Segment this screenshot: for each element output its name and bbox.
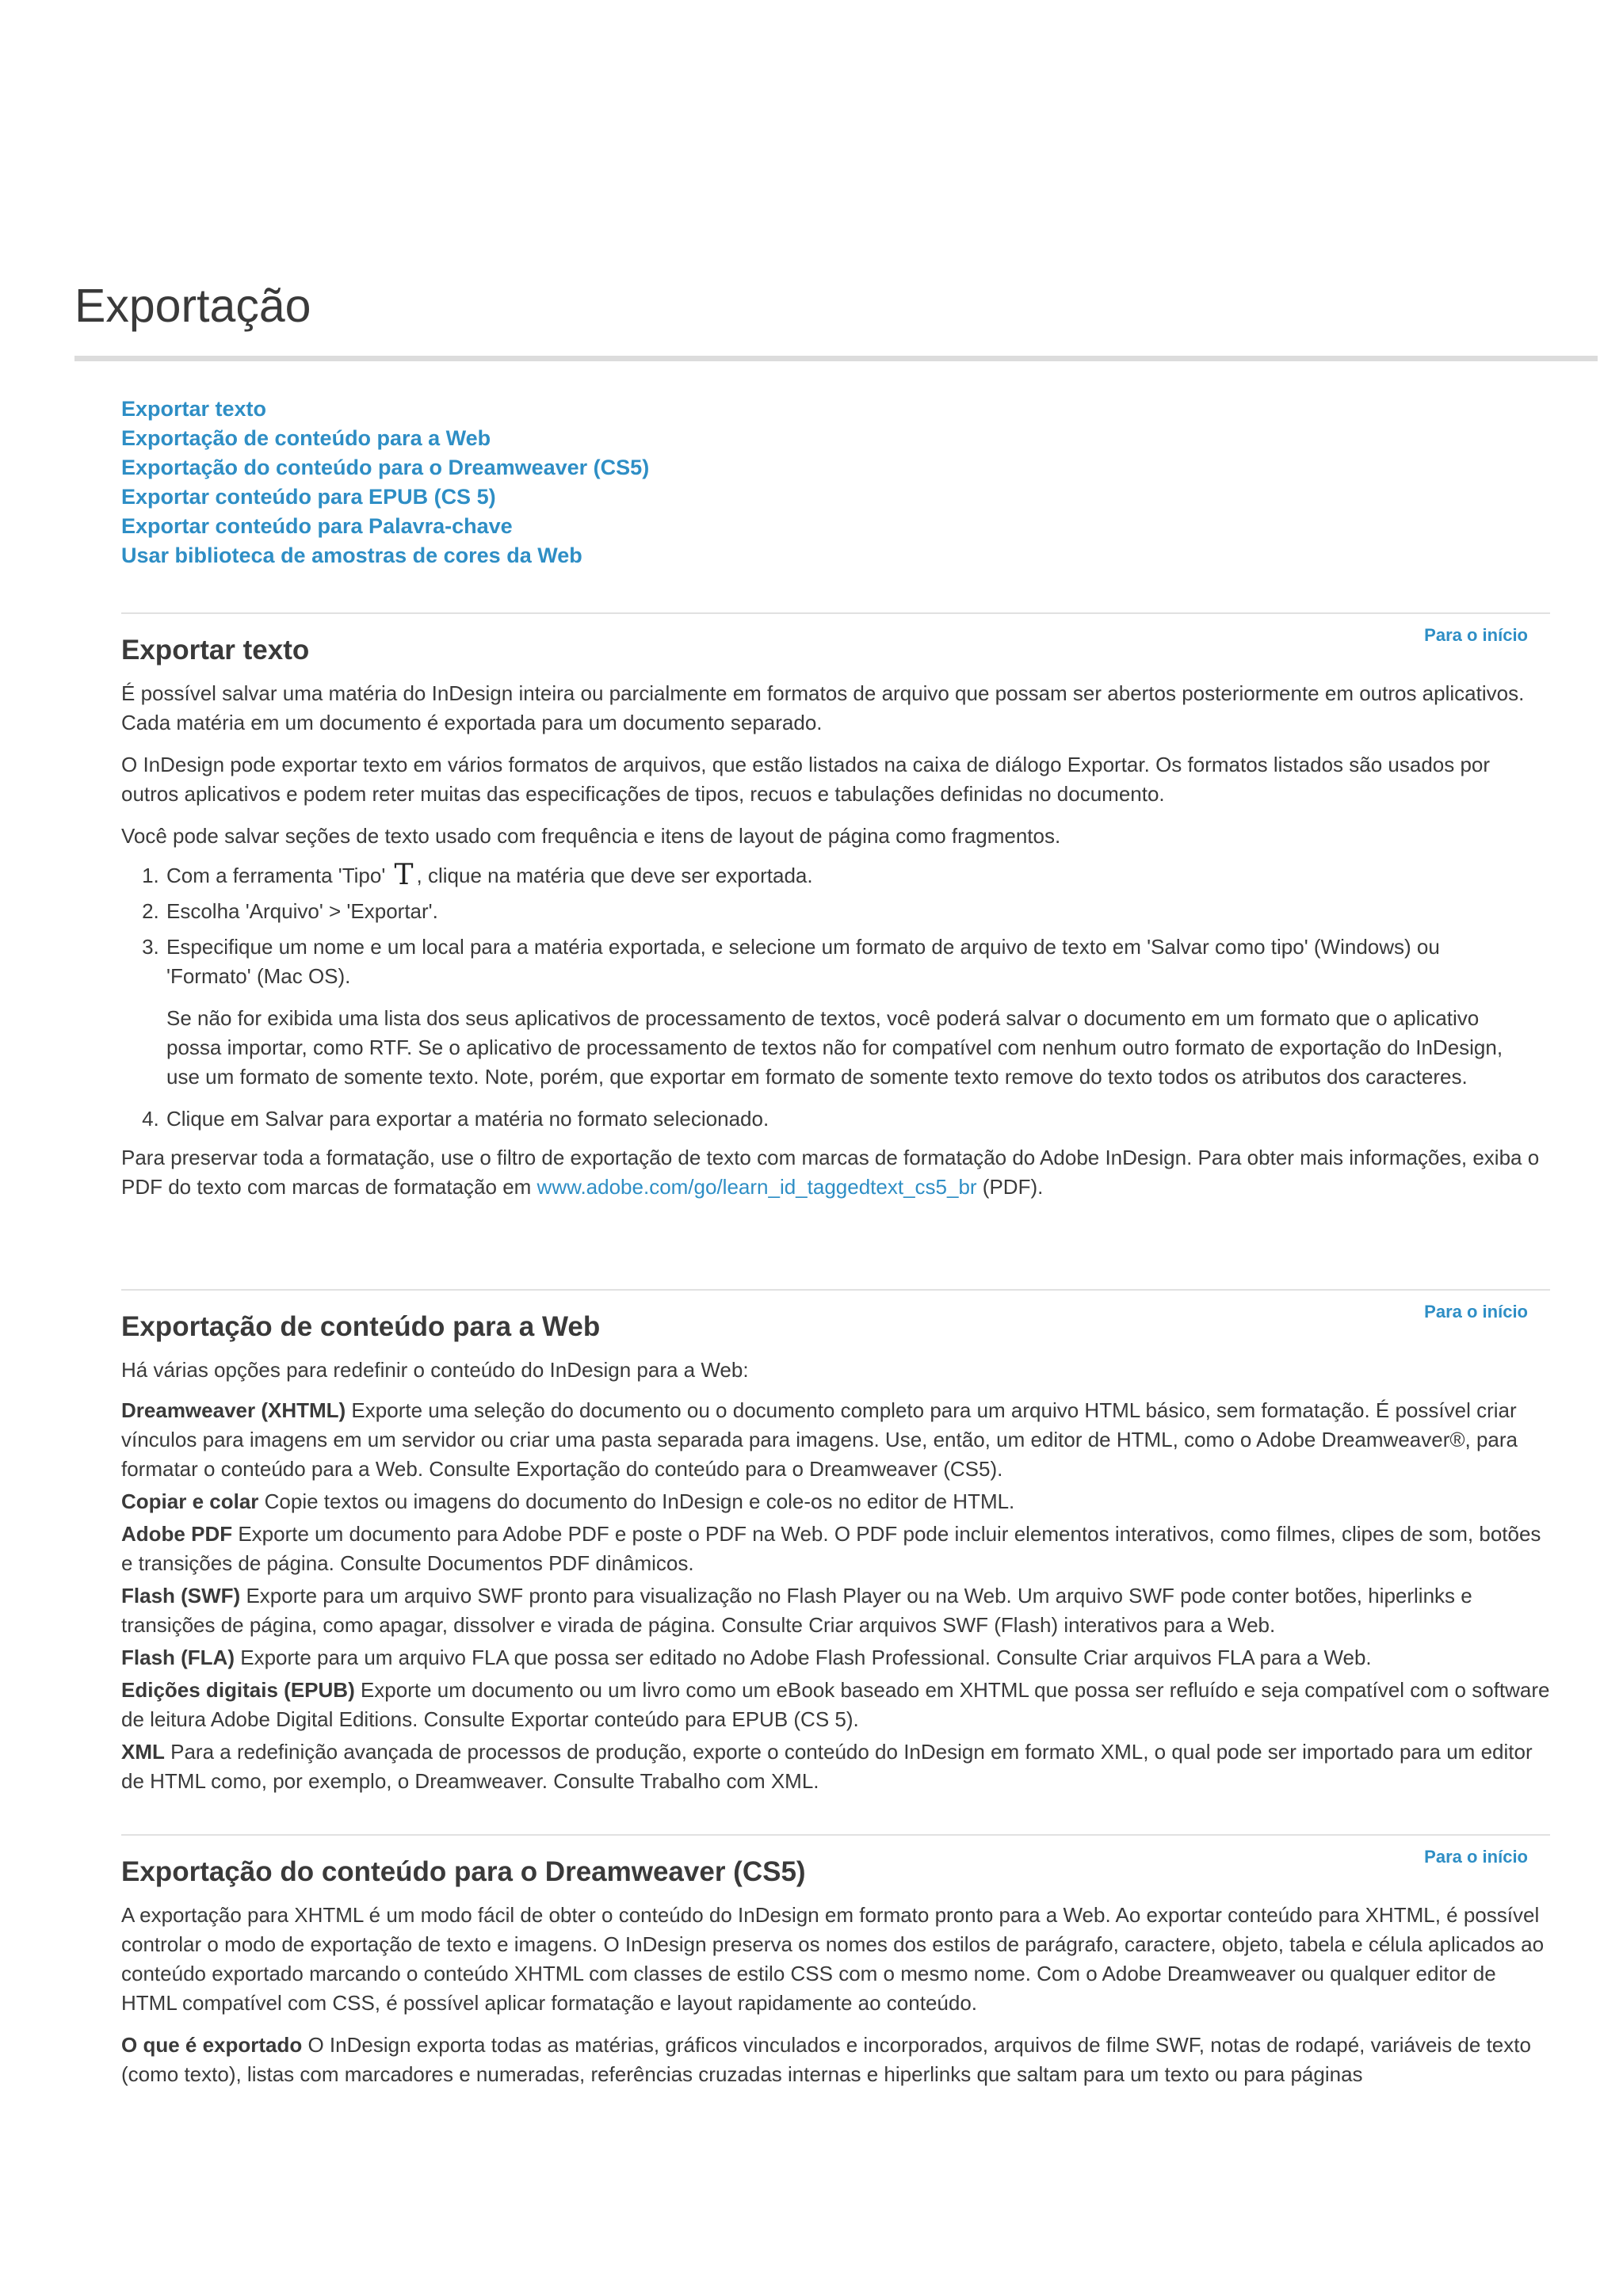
definition-text: Para a redefinição avançada de processos de produção, exporte o conteúdo do InDesign em formato XML, o qual pode ser importado para um editor de HTML como, por exemplo, o Dreamweaver. Consulte Trabalho com XML. <box>121 1740 1533 1793</box>
definition-term: O que é exportado <box>121 2033 303 2057</box>
definition-text: Exporte um documento para Adobe PDF e poste o PDF na Web. O PDF pode incluir elementos interativos, como filmes, clipes de som, botões e transições de página. Consulte Documentos PDF dinâmicos. <box>121 1522 1541 1575</box>
toc-link-exportacao-web[interactable]: Exportação de conteúdo para a Web <box>121 426 491 450</box>
definition-text: Exporte para um arquivo FLA que possa ser editado no Adobe Flash Professional. Consulte Criar arquivos FLA para a Web. <box>235 1646 1372 1669</box>
definition-item <box>121 1737 1550 1796</box>
section-heading: Exportar texto <box>121 635 310 666</box>
definition-item <box>121 1520 1550 1578</box>
steps-list <box>121 860 1512 1134</box>
paragraph: A exportação para XHTML é um modo fácil de obter o conteúdo do InDesign em formato pronto para a Web. Ao exportar conteúdo para XHTML, é possível controlar o modo de exportação de texto e imagens. O InDesign preserva os nomes dos estilos de parágrafo, caractere, objeto, tabela e célula aplicados ao conteúdo exportado marcando o conteúdo XHTML com classes de estilo CSS com o mesmo nome. Com o Adobe Dreamweaver ou qualquer editor de HTML compatível com CSS, é possível aplicar formatação e layout rapidamente ao conteúdo. <box>121 1903 1545 2015</box>
paragraph: O InDesign pode exportar texto em vários formatos de arquivos, que estão listados na caixa de diálogo Exportar. Os formatos listados são usados por outros aplicativos e podem reter muitas das especificações de tipos, recuos e tabulações definidas no documento. <box>121 753 1491 806</box>
toc-link-exportar-texto[interactable]: Exportar texto <box>121 397 267 421</box>
step-text: , clique na matéria que deve ser exportada. <box>416 864 813 887</box>
paragraph <box>121 2031 1550 2089</box>
back-to-top-link[interactable]: Para o início <box>1424 1302 1528 1322</box>
section-dreamweaver <box>121 1834 1550 2121</box>
back-to-top-link[interactable]: Para o início <box>1424 625 1528 645</box>
definition-term: Edições digitais (EPUB) <box>121 1678 355 1702</box>
main-content <box>121 612 1550 2121</box>
definition-item <box>121 1643 1550 1672</box>
step-text: Com a ferramenta 'Tipo' <box>166 864 391 887</box>
back-to-top-link[interactable]: Para o início <box>1424 1847 1528 1867</box>
definition-term: Adobe PDF <box>121 1522 233 1546</box>
step-item: 4. Clique em Salvar para exportar a matéria no formato selecionado. <box>165 1104 1512 1134</box>
paragraph-text: Para preservar toda a formatação, use o filtro de exportação de texto com marcas de formatação do Adobe InDesign. Para obter mais informações, exiba o PDF do texto com marcas de formatação em <box>121 1146 1540 1199</box>
paragraph: É possível salvar uma matéria do InDesign inteira ou parcialmente em formatos de arquivo que possam ser abertos posteriormente em outros aplicativos. Cada matéria em um documento é exportada para um documento separado. <box>121 681 1525 734</box>
paragraph <box>121 1143 1550 1202</box>
definition-term: XML <box>121 1740 165 1764</box>
step-item <box>165 860 1512 891</box>
paragraph-text: O InDesign exporta todas as matérias, gráficos vinculados e incorporados, arquivos de filme SWF, notas de rodapé, variáveis de texto (como texto), listas com marcadores e numeradas, referências cruzadas internas e hiperlinks que saltam para um texto ou para páginas <box>121 2033 1531 2086</box>
section-exportar-texto <box>121 612 1550 1289</box>
definition-item <box>121 1581 1550 1640</box>
definition-term: Dreamweaver (XHTML) <box>121 1398 346 1422</box>
paragraph: Há várias opções para redefinir o conteúdo do InDesign para a Web: <box>121 1358 749 1382</box>
toc-link-epub[interactable]: Exportar conteúdo para EPUB (CS 5) <box>121 485 496 509</box>
definition-item <box>121 1676 1550 1734</box>
step-item: 2. Escolha 'Arquivo' > 'Exportar'. <box>165 897 1512 926</box>
page-title: Exportação <box>74 280 311 332</box>
title-divider <box>74 356 1598 361</box>
section-heading: Exportação de conteúdo para a Web <box>121 1311 601 1342</box>
step-text: 3. Especifique um nome e um local para a matéria exportada, e selecione um formato de arquivo de texto em 'Salvar como tipo' (Windows) ou 'Formato' (Mac OS). <box>166 935 1440 988</box>
definition-text: Exporte uma seleção do documento ou o documento completo para um arquivo HTML básico, sem formatação. É possível criar vínculos para imagens em um servidor ou criar uma pasta separada para imagens. Use, então, um editor de HTML, como o Adobe Dreamweaver®, para formatar o conteúdo para a Web. Consulte Exportação do conteúdo para o Dreamweaver (CS5). <box>121 1398 1518 1481</box>
definition-text: Exporte um documento ou um livro como um eBook baseado em XHTML que possa ser refluído e seja compatível com o software de leitura Adobe Digital Editions. Consulte Exportar conteúdo para EPUB (CS 5). <box>121 1678 1550 1731</box>
tagged-text-pdf-link[interactable]: www.adobe.com/go/learn_id_taggedtext_cs5_br <box>537 1175 977 1199</box>
table-of-contents <box>121 395 649 570</box>
section-exportacao-web <box>121 1289 1550 1834</box>
definition-text: Copie textos ou imagens do documento do InDesign e cole-os no editor de HTML. <box>258 1489 1015 1513</box>
type-tool-icon: T <box>394 859 414 891</box>
toc-link-amostras-cores[interactable]: Usar biblioteca de amostras de cores da Web <box>121 543 582 567</box>
definition-item <box>121 1487 1550 1516</box>
definition-item <box>121 1396 1550 1484</box>
step-item <box>165 933 1512 1092</box>
definition-term: Copiar e colar <box>121 1489 259 1513</box>
step-note: Se não for exibida uma lista dos seus aplicativos de processamento de textos, você poderá salvar o documento em um formato que o aplicativo possa importar, como RTF. Se o aplicativo de processamento de textos não for compatível com nenhum outro formato de exportação do InDesign, use um formato de somente texto. Note, porém, que exportar em formato de somente texto remove do texto todos os atributos dos caracteres. <box>166 1006 1503 1089</box>
definition-text: Exporte para um arquivo SWF pronto para visualização no Flash Player ou na Web. Um arquivo SWF pode conter botões, hiperlinks e transições de página, como apagar, dissolver e virada de página. Consulte Criar arquivos SWF (Flash) interativos para a Web. <box>121 1584 1472 1637</box>
toc-link-palavra-chave[interactable]: Exportar conteúdo para Palavra-chave <box>121 514 513 538</box>
definition-term: Flash (SWF) <box>121 1584 241 1608</box>
definition-term: Flash (FLA) <box>121 1646 235 1669</box>
paragraph: Você pode salvar seções de texto usado com frequência e itens de layout de página como fragmentos. <box>121 824 1061 848</box>
toc-link-dreamweaver[interactable]: Exportação do conteúdo para o Dreamweaver (CS5) <box>121 456 650 479</box>
paragraph-text: (PDF). <box>976 1175 1044 1199</box>
section-heading: Exportação do conteúdo para o Dreamweaver (CS5) <box>121 1856 806 1887</box>
